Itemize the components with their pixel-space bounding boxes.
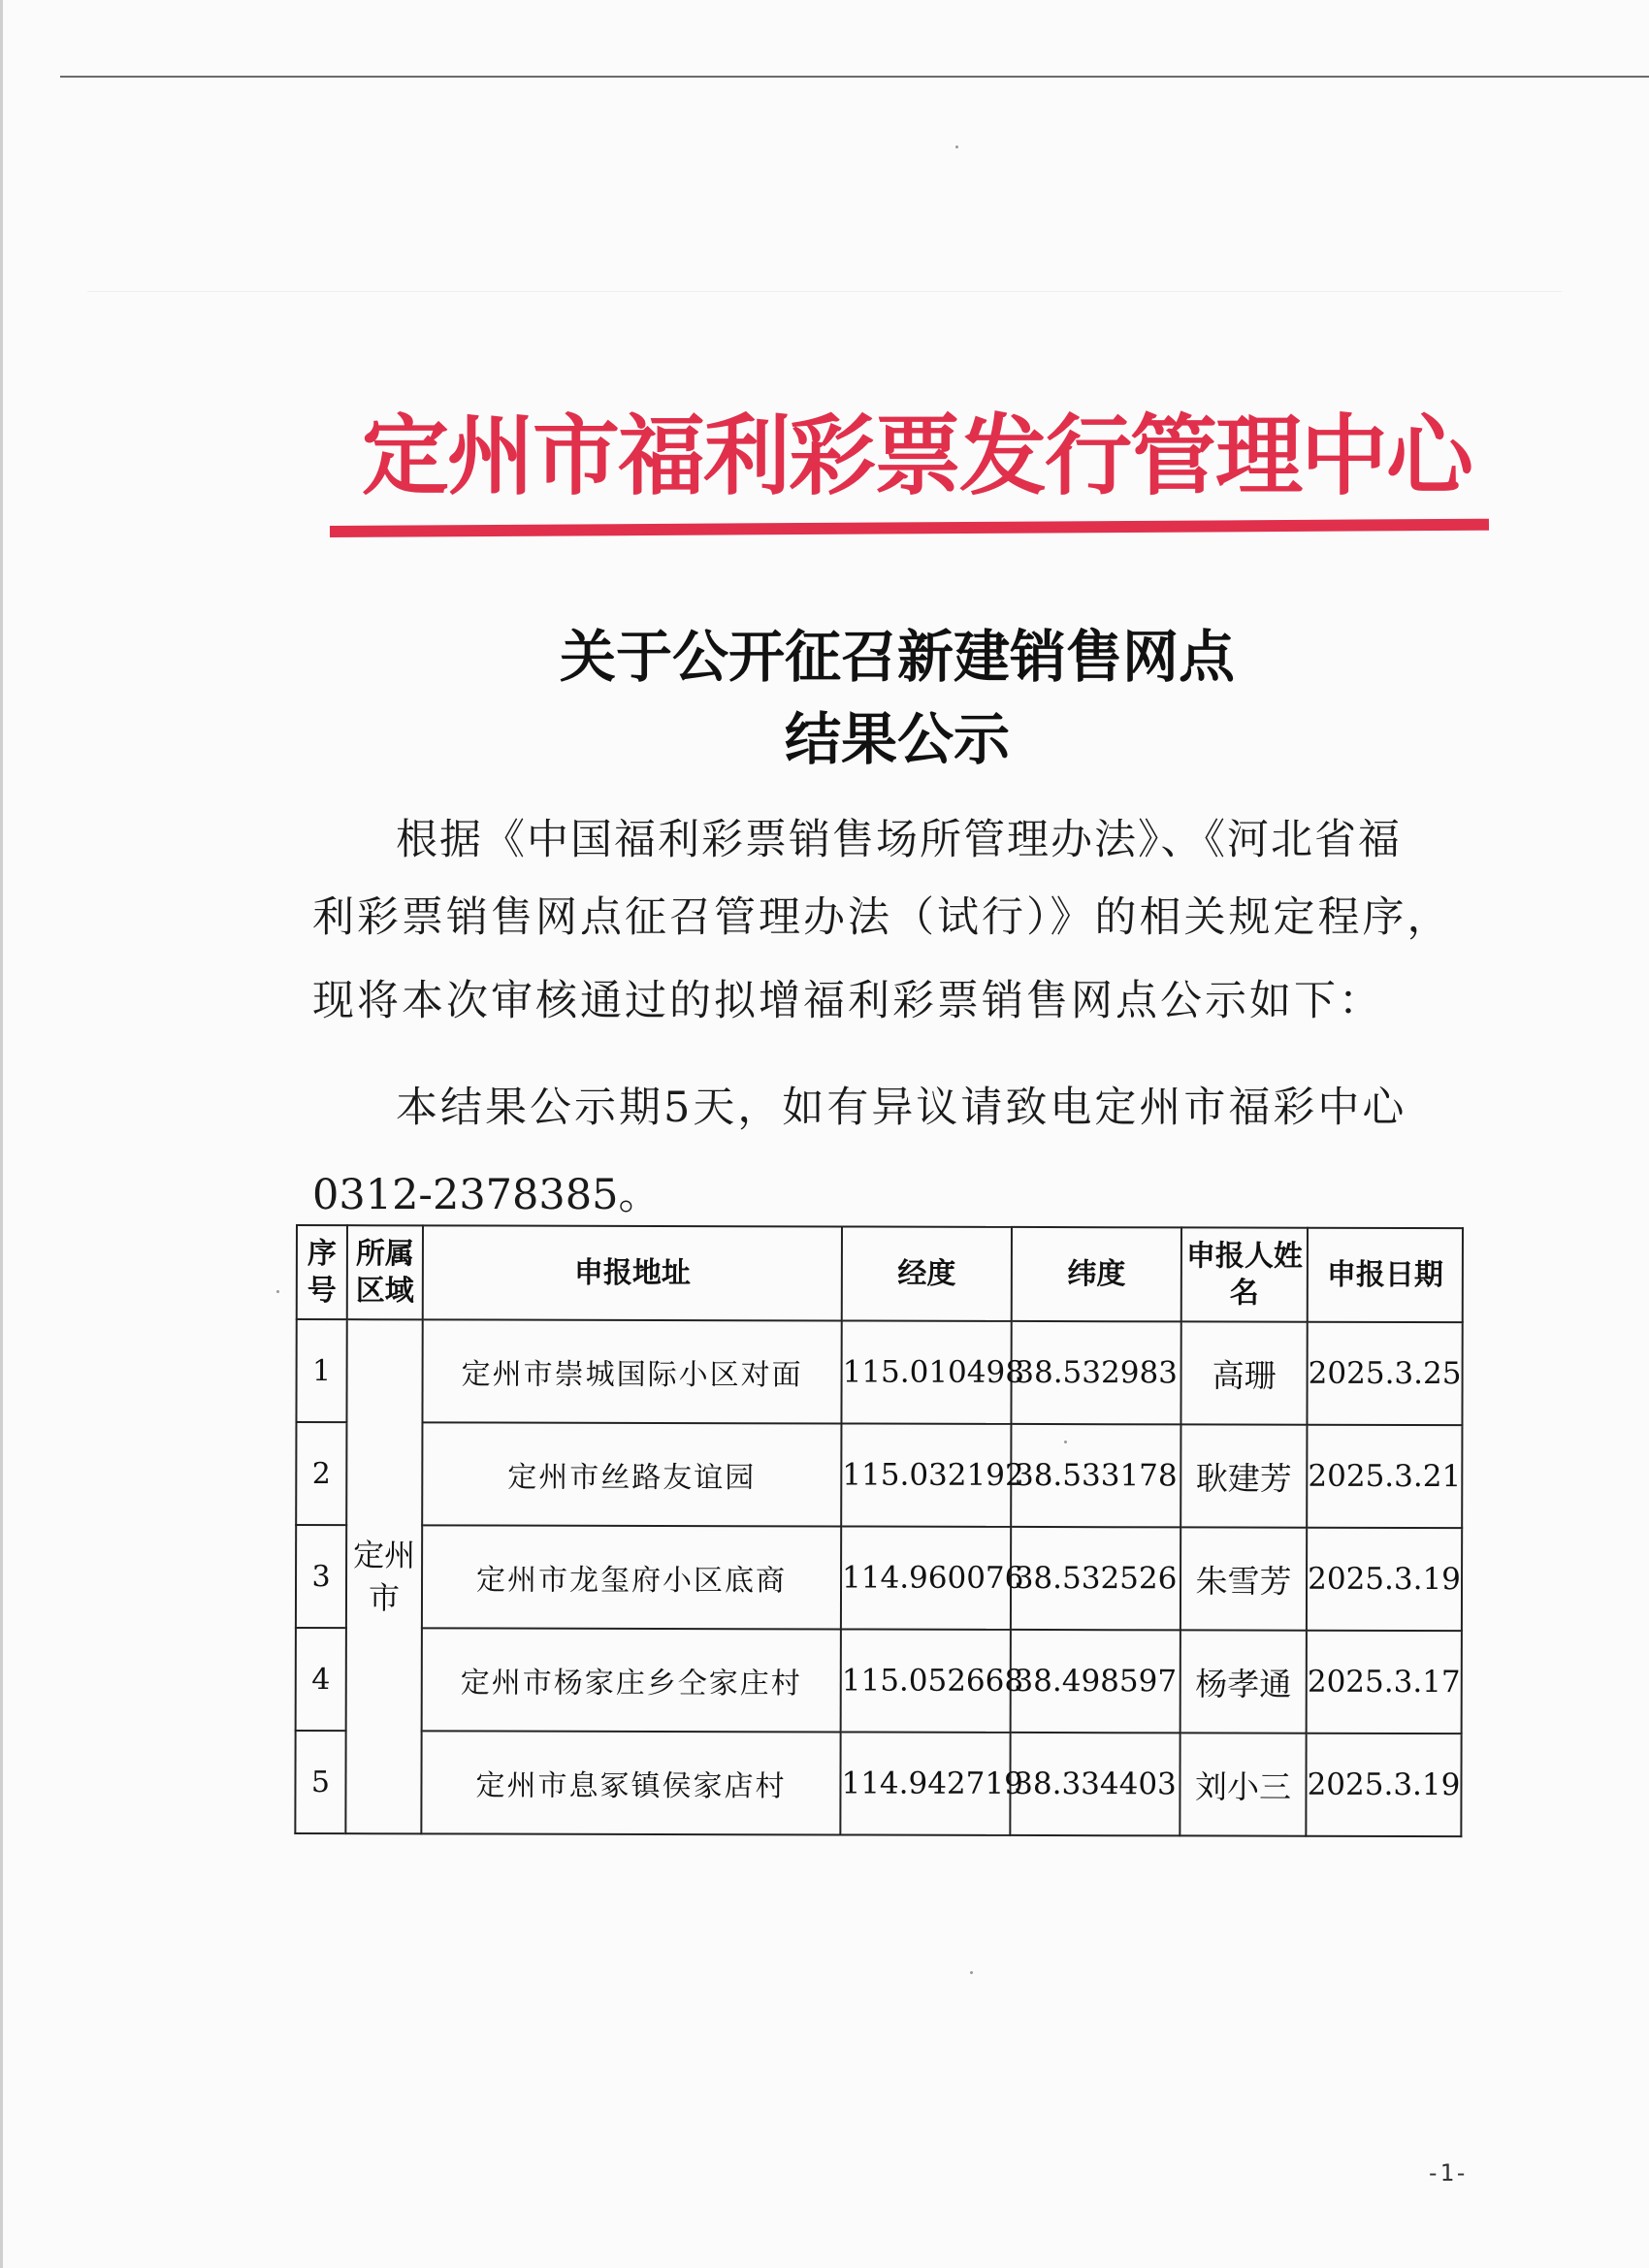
paragraph-1-line-3: 现将本次审核通过的拟增福利彩票销售网点公示如下： — [312, 977, 1383, 1025]
header-latitude: 纬度 — [1012, 1227, 1181, 1321]
cell-applicant: 耿建芳 — [1180, 1424, 1307, 1527]
cell-longitude: 115.010498 — [841, 1320, 1011, 1423]
scan-speck — [1064, 1441, 1067, 1443]
header-region: 所属区域 — [347, 1225, 423, 1319]
page-number: -1- — [1426, 2159, 1469, 2187]
scan-speck — [276, 1290, 279, 1293]
cell-address: 定州市崇城国际小区对面 — [422, 1319, 841, 1423]
scan-speck — [970, 1971, 973, 1974]
cell-applicant: 杨孝通 — [1180, 1630, 1307, 1733]
table-row — [296, 1525, 1462, 1631]
cell-seq: 1 — [296, 1319, 346, 1422]
cell-seq: 5 — [295, 1731, 345, 1833]
cell-address: 定州市龙玺府小区底商 — [422, 1525, 841, 1629]
cell-longitude: 115.052668 — [841, 1629, 1011, 1732]
cell-date: 2025.3.21 — [1307, 1425, 1462, 1528]
paragraph-2-contact-phone: 0312-2378385。 — [312, 1171, 661, 1219]
table-row — [296, 1422, 1462, 1528]
header-seq: 序号 — [297, 1225, 347, 1319]
cell-date: 2025.3.19 — [1306, 1733, 1461, 1836]
cell-longitude: 114.942719 — [840, 1732, 1010, 1834]
cell-date: 2025.3.19 — [1307, 1528, 1462, 1631]
cell-latitude: 38.498597 — [1011, 1630, 1180, 1733]
paragraph-1-line-1: 根据《中国福利彩票销售场所管理办法》、《河北省福 — [396, 816, 1402, 864]
cell-seq: 3 — [296, 1525, 346, 1628]
document-title-line-2: 结果公示 — [784, 706, 1010, 772]
scan-speck — [955, 146, 958, 148]
cell-latitude: 38.334403 — [1010, 1733, 1180, 1835]
paragraph-2-line-1: 本结果公示期5天，如有异议请致电定州市福彩中心 — [396, 1084, 1407, 1132]
table-row — [295, 1731, 1461, 1836]
header-longitude: 经度 — [842, 1226, 1012, 1320]
scan-artifact-line — [87, 291, 1562, 292]
document-title-line-1: 关于公开征召新建销售网点 — [559, 624, 1235, 690]
cell-region: 定州市 — [345, 1319, 422, 1833]
table-header-row — [297, 1225, 1463, 1322]
cell-date: 2025.3.25 — [1307, 1322, 1462, 1425]
cell-address: 定州市息冢镇侯家店村 — [421, 1731, 840, 1834]
cell-seq: 4 — [296, 1628, 346, 1731]
sales-outlet-table — [294, 1224, 1464, 1837]
scan-edge-left — [0, 0, 3, 2268]
table-row — [296, 1628, 1462, 1733]
header-address: 申报地址 — [423, 1225, 842, 1320]
table-row — [296, 1319, 1462, 1425]
header-date: 申报日期 — [1308, 1228, 1463, 1322]
cell-latitude: 38.533178 — [1011, 1424, 1180, 1527]
organization-letterhead: 定州市福利彩票发行管理中心 — [362, 405, 1471, 507]
cell-longitude: 115.032192 — [841, 1423, 1011, 1526]
sales-outlet-table-wrapper — [294, 1224, 1462, 1837]
cell-address: 定州市杨家庄乡仝家庄村 — [422, 1628, 841, 1732]
cell-seq: 2 — [296, 1422, 346, 1525]
paragraph-1-line-2: 利彩票销售网点征召管理办法（试行）》的相关规定程序， — [312, 893, 1452, 942]
cell-latitude: 38.532983 — [1011, 1321, 1180, 1424]
cell-applicant: 刘小三 — [1180, 1733, 1306, 1835]
cell-longitude: 114.960076 — [841, 1526, 1011, 1629]
cell-latitude: 38.532526 — [1011, 1527, 1180, 1630]
cell-address: 定州市丝路友谊园 — [422, 1422, 841, 1526]
header-applicant: 申报人姓名 — [1181, 1227, 1308, 1321]
scan-edge-top — [60, 76, 1649, 78]
cell-applicant: 朱雪芳 — [1180, 1527, 1307, 1630]
cell-date: 2025.3.17 — [1307, 1631, 1462, 1733]
cell-applicant: 高珊 — [1180, 1321, 1307, 1424]
